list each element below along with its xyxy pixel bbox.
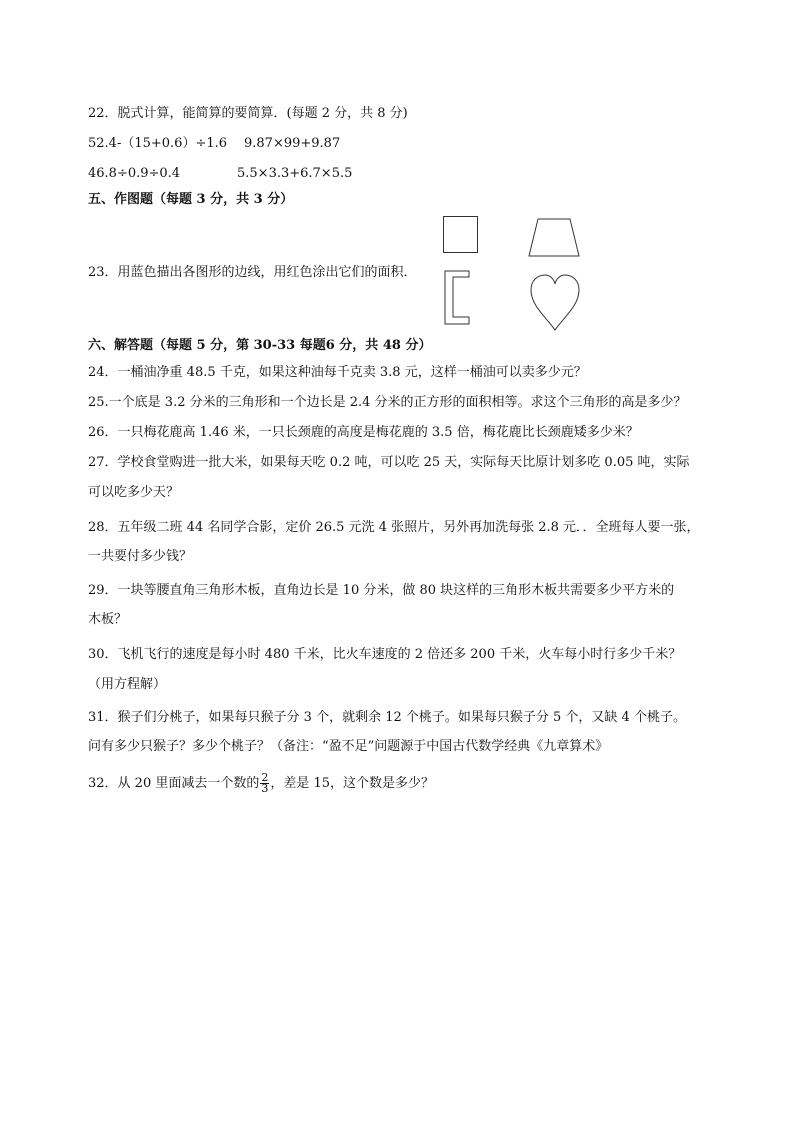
fraction-numerator: 2 (261, 771, 269, 784)
q22-expression-4: 5.5×3.3+6.7×5.5 (237, 166, 353, 181)
q28-text-line-2: 一共要付多少钱？ (88, 549, 193, 564)
trapezoid-icon (528, 218, 580, 258)
q32-text-before-fraction: 32．从 20 里面减去一个数的 (88, 776, 260, 791)
heart-icon (529, 274, 581, 332)
q22-expression-1: 52.4-（15+0.6）÷1.6 (88, 136, 228, 151)
q22-expression-3: 46.8÷0.9÷0.4 (88, 166, 181, 181)
fraction-two-thirds (260, 773, 269, 794)
q30-text-line-1: 30．飞机飞行的速度是每小时 480 千米，比火车速度的 2 倍还多 200 千米，火车每小时行多少千米？ (88, 647, 682, 662)
q23-text: 23．用蓝色描出各图形的边线，用红色涂出它们的面积． (88, 265, 417, 280)
q29-text-line-2: 木板？ (88, 612, 128, 627)
q28-text-line-1: 28．五年级二班 44 名同学合影，定价 26.5 元洗 4 张照片，另外再加洗每张 2.8 元．．全班每人要一张， (88, 520, 700, 535)
square-icon (443, 216, 479, 254)
q32-text (88, 772, 434, 796)
q27-text-line-1: 27．学校食堂购进一批大米，如果每天吃 0.2 吨，可以吃 25 天，实际每天比原计划多吃 0.05 吨，实际 (88, 455, 690, 470)
q30-text-line-2: （用方程解） (88, 677, 167, 692)
q24-text: 24．一桶油净重 48.5 千克，如果这种油每千克卖 3.8 元，这样一桶油可以卖多少元？ (88, 365, 587, 380)
bracket-shape-icon (444, 270, 474, 326)
q27-text-line-2: 可以吃多少天？ (88, 485, 180, 500)
q22-expression-2: 9.87×99+9.87 (244, 136, 341, 151)
fraction-denominator: 3 (261, 782, 269, 795)
section-5-heading: 五、作图题（每题 3 分，共 3 分） (88, 192, 294, 207)
q32-text-after-fraction: ，差是 15，这个数是多少？ (270, 776, 435, 791)
q26-text: 26．一只梅花鹿高 1.46 米，一只长颈鹿的高度是梅花鹿的 3.5 倍，梅花鹿比长颈鹿矮多少米？ (88, 425, 639, 440)
q25-text: 25.一个底是 3.2 分米的三角形和一个边长是 2.4 分米的正方形的面积相等。求这个三角形的高是多少？ (88, 395, 687, 410)
section-6-heading: 六、解答题（每题 5 分，第 30-33 每题6 分，共 48 分） (88, 338, 432, 353)
q29-text-line-1: 29．一块等腰直角三角形木板，直角边长是 10 分米，做 80 块这样的三角形木板共需要多少平方米的 (88, 583, 675, 598)
q22-title: 22．脱式计算，能简算的要简算．(每题 2 分，共 8 分) (88, 106, 408, 121)
q31-text-line-2: 问有多少只猴子？多少个桃子？（备注：“盈不足”问题源于中国古代数学经典《九章算术》 (88, 739, 609, 754)
q31-text-line-1: 31．猴子们分桃子，如果每只猴子分 3 个，就剩余 12 个桃子。如果每只猴子分 5 个，又缺 4 个桃子。 (88, 710, 686, 725)
